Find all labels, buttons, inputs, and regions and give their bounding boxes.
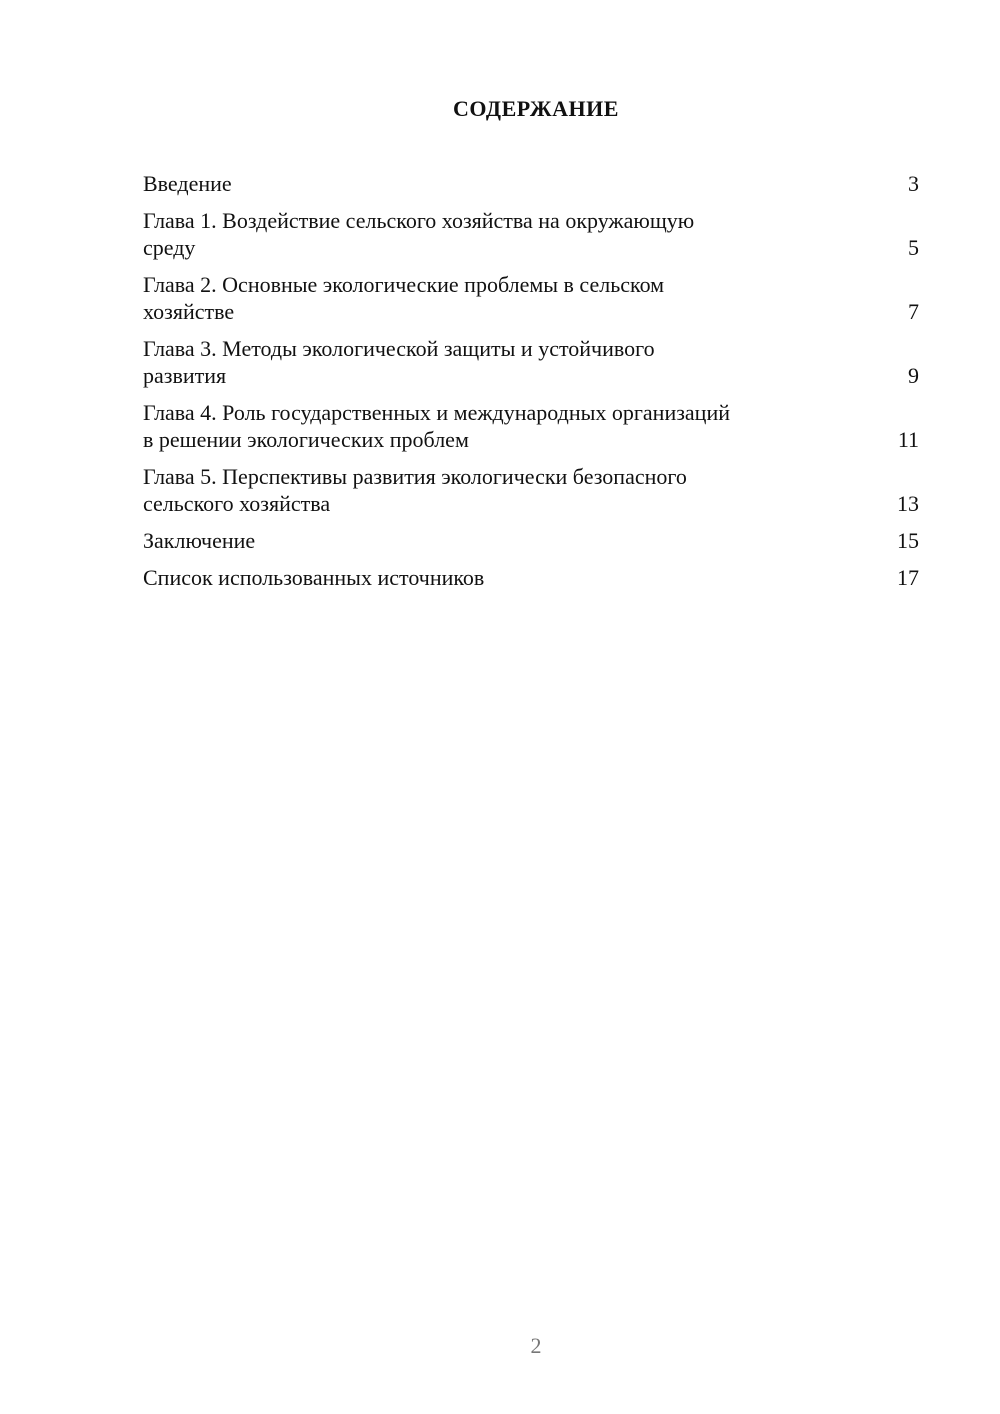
toc-entry-title: Глава 3. Методы экологической защиты и устойчивого развития [143,336,655,388]
toc-entry-chapter-4 [143,399,919,453]
page-title: СОДЕРЖАНИЕ [453,96,619,121]
toc-entry-page: 15 [897,528,919,553]
toc-entry-page: 17 [897,565,919,590]
toc-entry-page: 3 [908,171,919,196]
toc-entry-title: Заключение [143,528,256,553]
toc-entry-page: 5 [908,235,919,260]
toc-entry-chapter-1 [143,207,919,261]
toc-entry-introduction [143,170,919,197]
toc-entry-page: 9 [908,363,919,388]
toc-entry-title: Глава 2. Основные экологические проблемы в сельском хозяйстве [143,272,665,324]
page-number: 2 [530,1333,542,1358]
toc-entry-page: 13 [897,491,919,516]
table-of-contents [143,170,919,601]
toc-entry-title: Глава 1. Воздействие сельского хозяйства на окружающую среду [143,208,695,260]
toc-entry-title: Введение [143,171,232,196]
toc-entry-chapter-2 [143,271,919,325]
toc-entry-title: Список использованных источников [143,565,485,590]
toc-entry-page: 7 [908,299,919,324]
toc-entry-title: Глава 5. Перспективы развития экологически безопасного сельского хозяйства [143,464,687,516]
toc-entry-chapter-5 [143,463,919,517]
toc-entry-chapter-3 [143,335,919,389]
toc-entry-references [143,564,919,591]
toc-entry-title: Глава 4. Роль государственных и международных организаций в решении экологических проблем [143,400,730,452]
toc-entry-conclusion [143,527,919,554]
toc-entry-page: 11 [897,427,919,452]
